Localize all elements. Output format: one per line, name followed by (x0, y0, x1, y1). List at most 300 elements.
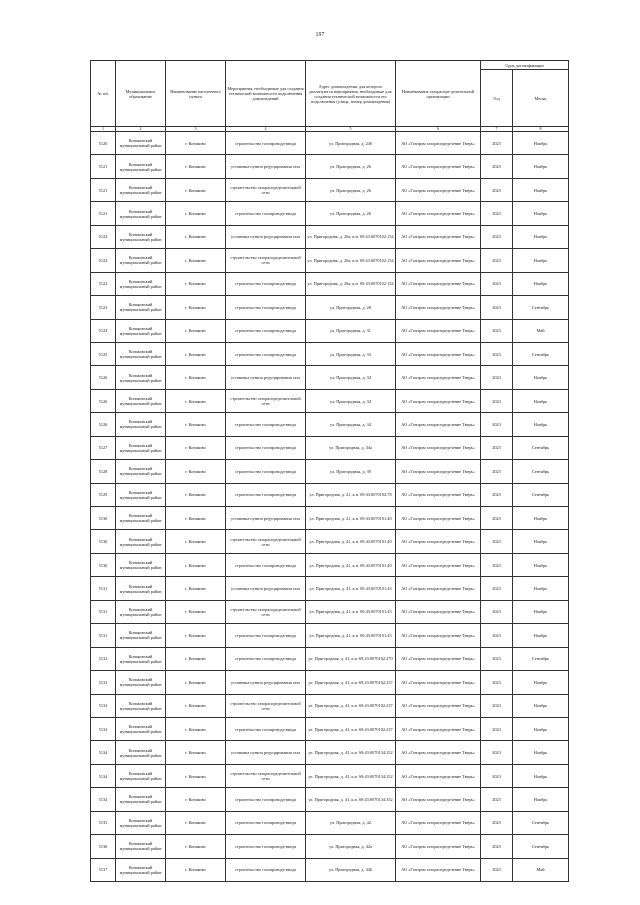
cell-number: 5131 (91, 600, 116, 623)
cell-number: 5121 (91, 155, 116, 178)
header-municipality: Муниципальное образование (116, 61, 166, 127)
cell-year: 2023 (481, 788, 513, 811)
cell-locality: г. Конаково (166, 764, 226, 787)
cell-activity: строительство газопровода-ввода (226, 835, 306, 858)
cell-number: 5122 (91, 225, 116, 248)
cell-number: 5133 (91, 694, 116, 717)
table-row (91, 132, 569, 155)
cell-address: ул. Пригородная, д. 41, к.н. 69:43:0070101:40 (306, 530, 396, 553)
header-no: № п/п (91, 61, 116, 127)
column-number: 6 (396, 127, 481, 132)
cell-locality: г. Конаково (166, 741, 226, 764)
cell-organization: АО «Газпром газораспределение Тверь» (396, 858, 481, 881)
column-number: 2 (116, 127, 166, 132)
cell-number: 5122 (91, 272, 116, 295)
table-row (91, 413, 569, 436)
cell-organization: АО «Газпром газораспределение Тверь» (396, 530, 481, 553)
cell-month: Ноябрь (513, 553, 569, 576)
table-row (91, 624, 569, 647)
cell-municipality: Конаковский муниципальный район (116, 694, 166, 717)
cell-address: ул. Пригородная, д. 41, к.н. 69:43:0070101:43 (306, 624, 396, 647)
cell-number: 5133 (91, 671, 116, 694)
cell-month: Ноябрь (513, 366, 569, 389)
cell-locality: г. Конаково (166, 507, 226, 530)
cell-year: 2023 (481, 460, 513, 483)
cell-year: 2023 (481, 624, 513, 647)
cell-organization: АО «Газпром газораспределение Тверь» (396, 342, 481, 365)
cell-organization: АО «Газпром газораспределение Тверь» (396, 577, 481, 600)
cell-year: 2023 (481, 202, 513, 225)
cell-organization: АО «Газпром газораспределение Тверь» (396, 296, 481, 319)
cell-locality: г. Конаково (166, 717, 226, 740)
cell-municipality: Конаковский муниципальный район (116, 835, 166, 858)
cell-locality: г. Конаково (166, 483, 226, 506)
cell-municipality: Конаковский муниципальный район (116, 296, 166, 319)
table-row (91, 272, 569, 295)
cell-municipality: Конаковский муниципальный район (116, 366, 166, 389)
column-number: 1 (91, 127, 116, 132)
cell-municipality: Конаковский муниципальный район (116, 530, 166, 553)
table-row (91, 296, 569, 319)
cell-locality: г. Конаково (166, 178, 226, 201)
cell-activity: установка пункта редуцирования газа (226, 577, 306, 600)
table-row (91, 530, 569, 553)
table-row (91, 319, 569, 342)
cell-month: Сентябрь (513, 342, 569, 365)
table-row (91, 717, 569, 740)
cell-year: 2023 (481, 155, 513, 178)
cell-month: Сентябрь (513, 647, 569, 670)
cell-year: 2023 (481, 577, 513, 600)
header-deadline: Срок догазификации (481, 61, 569, 70)
cell-organization: АО «Газпром газораспределение Тверь» (396, 624, 481, 647)
cell-activity: строительство газопровода-ввода (226, 624, 306, 647)
cell-locality: г. Конаково (166, 788, 226, 811)
cell-year: 2023 (481, 717, 513, 740)
cell-activity: строительство газопровода-ввода (226, 788, 306, 811)
cell-month: Ноябрь (513, 671, 569, 694)
cell-organization: АО «Газпром газораспределение Тверь» (396, 178, 481, 201)
cell-locality: г. Конаково (166, 624, 226, 647)
cell-municipality: Конаковский муниципальный район (116, 342, 166, 365)
cell-locality: г. Конаково (166, 132, 226, 155)
cell-address: ул. Пригородная, д. 42 (306, 811, 396, 834)
cell-number: 5126 (91, 366, 116, 389)
table-body (91, 132, 569, 882)
cell-number: 5121 (91, 178, 116, 201)
cell-activity: строительство газопровода-ввода (226, 436, 306, 459)
table-row (91, 155, 569, 178)
cell-activity: установка пункта редуцирования газа (226, 366, 306, 389)
cell-address: ул. Пригородная, д. 34 (306, 413, 396, 436)
cell-address: ул. Пригородная, д. 24б (306, 132, 396, 155)
cell-address: ул. Пригородная, д. 41, к.н. 69:43:0070102:237 (306, 671, 396, 694)
cell-month: Ноябрь (513, 202, 569, 225)
cell-activity: установка пункта редуцирования газа (226, 155, 306, 178)
cell-address: ул. Пригородная, д. 34 (306, 366, 396, 389)
header-address: Адрес домовладения, для которого реализуются мероприятия, необходимые для создания технической возможности его подключения (улица, номер домовладения) (306, 61, 396, 127)
table-row (91, 178, 569, 201)
cell-year: 2023 (481, 319, 513, 342)
table-row (91, 460, 569, 483)
cell-municipality: Конаковский муниципальный район (116, 413, 166, 436)
cell-municipality: Конаковский муниципальный район (116, 553, 166, 576)
cell-municipality: Конаковский муниципальный район (116, 460, 166, 483)
cell-municipality: Конаковский муниципальный район (116, 577, 166, 600)
cell-month: Ноябрь (513, 694, 569, 717)
cell-address: ул. Пригородная, д. 42а (306, 835, 396, 858)
cell-organization: АО «Газпром газораспределение Тверь» (396, 835, 481, 858)
cell-year: 2023 (481, 835, 513, 858)
table-row (91, 553, 569, 576)
cell-activity: установка пункта редуцирования газа (226, 741, 306, 764)
cell-municipality: Конаковский муниципальный район (116, 741, 166, 764)
cell-organization: АО «Газпром газораспределение Тверь» (396, 249, 481, 272)
cell-organization: АО «Газпром газораспределение Тверь» (396, 272, 481, 295)
cell-activity: установка пункта редуцирования газа (226, 507, 306, 530)
cell-activity: строительство газопровода-ввода (226, 132, 306, 155)
cell-number: 5131 (91, 577, 116, 600)
table-row (91, 764, 569, 787)
table-row (91, 788, 569, 811)
cell-municipality: Конаковский муниципальный район (116, 717, 166, 740)
table-row (91, 436, 569, 459)
cell-number: 5132 (91, 647, 116, 670)
cell-month: Ноябрь (513, 507, 569, 530)
cell-municipality: Конаковский муниципальный район (116, 249, 166, 272)
cell-municipality: Конаковский муниципальный район (116, 600, 166, 623)
cell-address: ул. Пригородная, д. 41, к.н. 69:43:0070134:352 (306, 741, 396, 764)
cell-locality: г. Конаково (166, 342, 226, 365)
cell-number: 5134 (91, 788, 116, 811)
cell-organization: АО «Газпром газораспределение Тверь» (396, 647, 481, 670)
cell-activity: строительство газораспределительной сети (226, 389, 306, 412)
cell-locality: г. Конаково (166, 647, 226, 670)
cell-year: 2023 (481, 389, 513, 412)
cell-number: 5128 (91, 460, 116, 483)
column-number: 4 (226, 127, 306, 132)
cell-number: 5125 (91, 342, 116, 365)
cell-activity: строительство газопровода-ввода (226, 413, 306, 436)
cell-number: 5130 (91, 553, 116, 576)
cell-year: 2023 (481, 249, 513, 272)
cell-municipality: Конаковский муниципальный район (116, 764, 166, 787)
cell-number: 5133 (91, 717, 116, 740)
cell-month: Ноябрь (513, 132, 569, 155)
cell-organization: АО «Газпром газораспределение Тверь» (396, 366, 481, 389)
table-row (91, 202, 569, 225)
cell-municipality: Конаковский муниципальный район (116, 647, 166, 670)
cell-address: ул. Пригородная, д. 28 (306, 296, 396, 319)
cell-municipality: Конаковский муниципальный район (116, 483, 166, 506)
cell-year: 2023 (481, 436, 513, 459)
cell-number: 5135 (91, 811, 116, 834)
cell-municipality: Конаковский муниципальный район (116, 155, 166, 178)
cell-organization: АО «Газпром газораспределение Тверь» (396, 671, 481, 694)
cell-organization: АО «Газпром газораспределение Тверь» (396, 225, 481, 248)
table-row (91, 483, 569, 506)
table-row (91, 577, 569, 600)
cell-year: 2023 (481, 366, 513, 389)
cell-address: ул. Пригородная, д. 26 (306, 178, 396, 201)
cell-year: 2023 (481, 342, 513, 365)
cell-locality: г. Конаково (166, 389, 226, 412)
gasification-table (90, 60, 569, 882)
cell-address: ул. Пригородная, д. 31 (306, 319, 396, 342)
cell-month: Май (513, 858, 569, 881)
cell-activity: строительство газопровода-ввода (226, 460, 306, 483)
table-row (91, 249, 569, 272)
cell-activity: строительство газопровода-ввода (226, 296, 306, 319)
cell-municipality: Конаковский муниципальный район (116, 811, 166, 834)
cell-address: ул. Пригородная, д. 41, к.н. 69:43:0070102:78 (306, 483, 396, 506)
cell-year: 2023 (481, 811, 513, 834)
cell-activity: строительство газораспределительной сети (226, 530, 306, 553)
cell-month: Сентябрь (513, 835, 569, 858)
cell-year: 2023 (481, 694, 513, 717)
cell-year: 2023 (481, 296, 513, 319)
cell-month: Ноябрь (513, 788, 569, 811)
cell-address: ул. Пригородная, д. 41, к.н. 69:43:0070102:237 (306, 694, 396, 717)
cell-municipality: Конаковский муниципальный район (116, 389, 166, 412)
cell-month: Ноябрь (513, 389, 569, 412)
cell-number: 5120 (91, 132, 116, 155)
cell-year: 2023 (481, 413, 513, 436)
cell-month: Сентябрь (513, 811, 569, 834)
cell-year: 2023 (481, 132, 513, 155)
cell-organization: АО «Газпром газораспределение Тверь» (396, 132, 481, 155)
cell-locality: г. Конаково (166, 436, 226, 459)
cell-activity: строительство газораспределительной сети (226, 600, 306, 623)
cell-organization: АО «Газпром газораспределение Тверь» (396, 694, 481, 717)
cell-locality: г. Конаково (166, 272, 226, 295)
cell-activity: строительство газораспределительной сети (226, 178, 306, 201)
cell-address: ул. Пригородная, д. 26 (306, 202, 396, 225)
cell-month: Ноябрь (513, 249, 569, 272)
cell-locality: г. Конаково (166, 225, 226, 248)
cell-number: 5123 (91, 296, 116, 319)
cell-address: ул. Пригородная, д. 39 (306, 460, 396, 483)
cell-year: 2023 (481, 530, 513, 553)
header-locality: Наименование населенного пункта (166, 61, 226, 127)
cell-number: 5130 (91, 530, 116, 553)
cell-number: 5134 (91, 764, 116, 787)
cell-year: 2023 (481, 553, 513, 576)
cell-locality: г. Конаково (166, 296, 226, 319)
cell-organization: АО «Газпром газораспределение Тверь» (396, 389, 481, 412)
cell-month: Ноябрь (513, 717, 569, 740)
cell-locality: г. Конаково (166, 319, 226, 342)
column-number: 7 (481, 127, 513, 132)
cell-year: 2023 (481, 764, 513, 787)
column-number: 5 (306, 127, 396, 132)
cell-number: 5127 (91, 436, 116, 459)
cell-locality: г. Конаково (166, 155, 226, 178)
cell-municipality: Конаковский муниципальный район (116, 132, 166, 155)
cell-organization: АО «Газпром газораспределение Тверь» (396, 483, 481, 506)
cell-year: 2023 (481, 272, 513, 295)
cell-month: Сентябрь (513, 483, 569, 506)
cell-address: ул. Пригородная, д. 41, к.н. 69:43:0070101:40 (306, 507, 396, 530)
cell-address: ул. Пригородная, д. 41, к.н. 69:43:0070101:43 (306, 577, 396, 600)
column-number: 8 (513, 127, 569, 132)
cell-month: Ноябрь (513, 413, 569, 436)
cell-organization: АО «Газпром газораспределение Тверь» (396, 741, 481, 764)
cell-organization: АО «Газпром газораспределение Тверь» (396, 811, 481, 834)
cell-municipality: Конаковский муниципальный район (116, 178, 166, 201)
cell-activity: строительство газопровода-ввода (226, 272, 306, 295)
cell-activity: строительство газопровода-ввода (226, 647, 306, 670)
cell-number: 5129 (91, 483, 116, 506)
cell-organization: АО «Газпром газораспределение Тверь» (396, 436, 481, 459)
cell-address: ул. Пригородная, д. 41, к.н. 69:43:0070101:40 (306, 553, 396, 576)
cell-number: 5134 (91, 741, 116, 764)
cell-activity: строительство газораспределительной сети (226, 249, 306, 272)
cell-organization: АО «Газпром газораспределение Тверь» (396, 319, 481, 342)
header-month: Месяц (513, 70, 569, 127)
cell-municipality: Конаковский муниципальный район (116, 202, 166, 225)
cell-municipality: Конаковский муниципальный район (116, 858, 166, 881)
cell-year: 2023 (481, 647, 513, 670)
cell-locality: г. Конаково (166, 460, 226, 483)
cell-address: ул. Пригородная, д. 34 (306, 389, 396, 412)
cell-month: Сентябрь (513, 296, 569, 319)
cell-municipality: Конаковский муниципальный район (116, 507, 166, 530)
cell-municipality: Конаковский муниципальный район (116, 624, 166, 647)
cell-activity: строительство газораспределительной сети (226, 694, 306, 717)
cell-year: 2023 (481, 507, 513, 530)
cell-organization: АО «Газпром газораспределение Тверь» (396, 717, 481, 740)
table-row (91, 600, 569, 623)
cell-number: 5126 (91, 413, 116, 436)
cell-year: 2023 (481, 741, 513, 764)
table-row (91, 858, 569, 881)
cell-municipality: Конаковский муниципальный район (116, 319, 166, 342)
cell-address: ул. Пригородная, д. 41, к.н. 69:43:0070134:352 (306, 788, 396, 811)
cell-address: ул. Пригородная, д. 41, к.н. 69:43:0070102:270 (306, 647, 396, 670)
cell-locality: г. Конаково (166, 202, 226, 225)
header-activities: Мероприятия, необходимые для создания технической возможности подключения домовладений (226, 61, 306, 127)
table-row (91, 225, 569, 248)
cell-locality: г. Конаково (166, 530, 226, 553)
cell-month: Ноябрь (513, 624, 569, 647)
cell-locality: г. Конаково (166, 577, 226, 600)
cell-organization: АО «Газпром газораспределение Тверь» (396, 600, 481, 623)
cell-municipality: Конаковский муниципальный район (116, 225, 166, 248)
table-row (91, 366, 569, 389)
cell-year: 2023 (481, 483, 513, 506)
table-row (91, 811, 569, 834)
cell-municipality: Конаковский муниципальный район (116, 436, 166, 459)
cell-locality: г. Конаково (166, 694, 226, 717)
table-row (91, 694, 569, 717)
cell-organization: АО «Газпром газораспределение Тверь» (396, 553, 481, 576)
cell-month: Сентябрь (513, 460, 569, 483)
cell-month: Ноябрь (513, 600, 569, 623)
cell-month: Сентябрь (513, 436, 569, 459)
cell-locality: г. Конаково (166, 249, 226, 272)
cell-address: ул. Пригородная, д. 34а (306, 436, 396, 459)
cell-number: 5124 (91, 319, 116, 342)
cell-address: ул. Пригородная, д. 41, к.н. 69:43:0070101:43 (306, 600, 396, 623)
cell-year: 2023 (481, 225, 513, 248)
cell-number: 5130 (91, 507, 116, 530)
cell-month: Ноябрь (513, 577, 569, 600)
cell-year: 2023 (481, 671, 513, 694)
cell-address: ул. Пригородная, д. 44б (306, 858, 396, 881)
cell-month: Ноябрь (513, 225, 569, 248)
table-row (91, 835, 569, 858)
cell-organization: АО «Газпром газораспределение Тверь» (396, 155, 481, 178)
cell-organization: АО «Газпром газораспределение Тверь» (396, 460, 481, 483)
cell-address: ул. Пригородная, д. 26 (306, 155, 396, 178)
cell-locality: г. Конаково (166, 366, 226, 389)
cell-address: ул. Пригородная, д. 26а, к.н. 69:43:0070102:154 (306, 225, 396, 248)
cell-activity: строительство газопровода-ввода (226, 858, 306, 881)
cell-activity: строительство газораспределительной сети (226, 764, 306, 787)
table-row (91, 647, 569, 670)
cell-locality: г. Конаково (166, 811, 226, 834)
cell-locality: г. Конаково (166, 553, 226, 576)
cell-organization: АО «Газпром газораспределение Тверь» (396, 764, 481, 787)
cell-month: Ноябрь (513, 741, 569, 764)
cell-number: 5122 (91, 249, 116, 272)
cell-locality: г. Конаково (166, 835, 226, 858)
cell-locality: г. Конаково (166, 858, 226, 881)
cell-activity: строительство газопровода-ввода (226, 483, 306, 506)
cell-municipality: Конаковский муниципальный район (116, 272, 166, 295)
cell-year: 2023 (481, 600, 513, 623)
page-number: 197 (315, 32, 325, 38)
cell-number: 5137 (91, 858, 116, 881)
cell-activity: строительство газопровода-ввода (226, 342, 306, 365)
cell-locality: г. Конаково (166, 413, 226, 436)
cell-number: 5131 (91, 624, 116, 647)
table-row (91, 741, 569, 764)
cell-locality: г. Конаково (166, 671, 226, 694)
cell-activity: строительство газопровода-ввода (226, 319, 306, 342)
table-row (91, 507, 569, 530)
cell-activity: строительство газопровода-ввода (226, 553, 306, 576)
cell-month: Ноябрь (513, 530, 569, 553)
cell-address: ул. Пригородная, д. 33 (306, 342, 396, 365)
cell-year: 2023 (481, 858, 513, 881)
cell-activity: строительство газопровода-ввода (226, 717, 306, 740)
cell-number: 5121 (91, 202, 116, 225)
table-row (91, 671, 569, 694)
cell-municipality: Конаковский муниципальный район (116, 671, 166, 694)
cell-address: ул. Пригородная, д. 26а, к.н. 69:43:0070102:154 (306, 272, 396, 295)
cell-number: 5136 (91, 835, 116, 858)
header-org: Наименование газораспре-делительной организации (396, 61, 481, 127)
cell-month: Ноябрь (513, 155, 569, 178)
cell-organization: АО «Газпром газораспределение Тверь» (396, 202, 481, 225)
cell-month: Ноябрь (513, 764, 569, 787)
cell-address: ул. Пригородная, д. 41, к.н. 69:43:0070102:237 (306, 717, 396, 740)
cell-activity: установка пункта редуцирования газа (226, 225, 306, 248)
cell-address: ул. Пригородная, д. 41, к.н. 69:43:0070134:352 (306, 764, 396, 787)
cell-year: 2023 (481, 178, 513, 201)
cell-organization: АО «Газпром газораспределение Тверь» (396, 507, 481, 530)
cell-month: Ноябрь (513, 178, 569, 201)
cell-activity: строительство газопровода-ввода (226, 811, 306, 834)
header-year: Год (481, 70, 513, 127)
table-row (91, 389, 569, 412)
cell-month: Май (513, 319, 569, 342)
cell-organization: АО «Газпром газораспределение Тверь» (396, 413, 481, 436)
table-row (91, 342, 569, 365)
cell-activity: строительство газопровода-ввода (226, 202, 306, 225)
